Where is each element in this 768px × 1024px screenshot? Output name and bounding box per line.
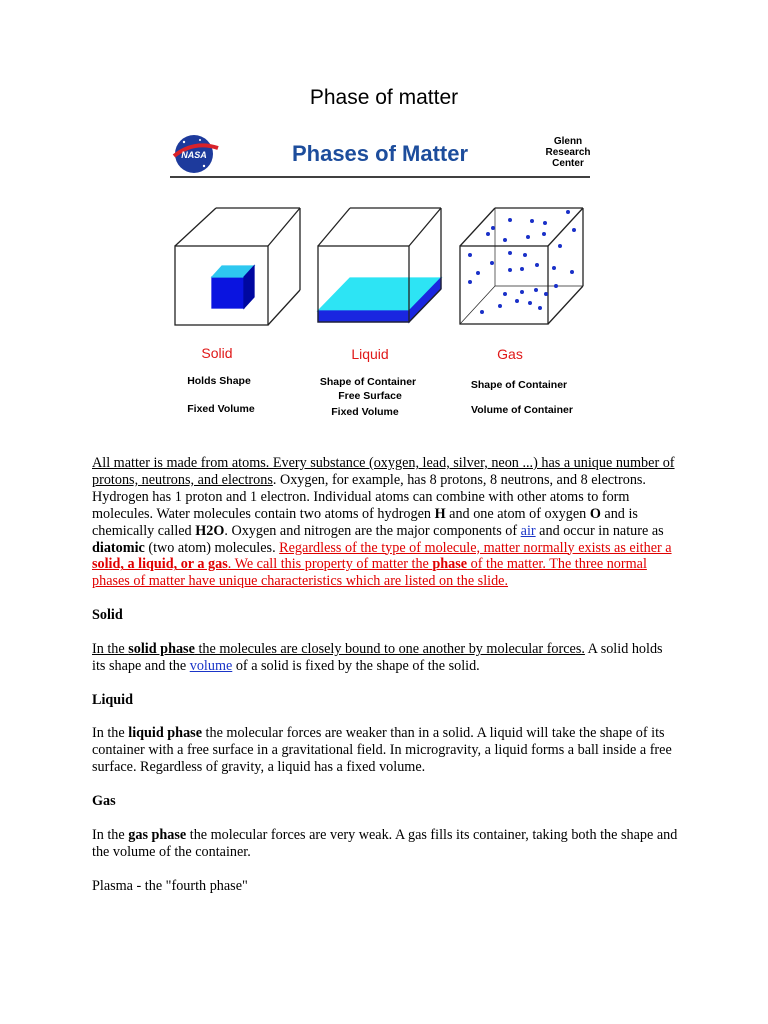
solid-prop-1: Holds Shape — [187, 375, 251, 387]
intro-text: (two atom) molecules. — [144, 539, 280, 556]
intro-red-text: of the matter. The three normal phases of matter have unique characteristics which are listed on the slide. — [92, 556, 647, 590]
liquid-cube — [318, 208, 441, 322]
figure-header: Phases of Matter — [291, 141, 469, 166]
volume-link[interactable]: volume — [189, 657, 233, 674]
solid-prop-2: Fixed Volume — [187, 403, 255, 415]
diatomic-term: diatomic — [92, 539, 145, 556]
intro-text: and one atom of oxygen — [445, 505, 590, 522]
liquid-prop-3: Fixed Volume — [331, 406, 399, 418]
liquid-label: Liquid — [351, 346, 389, 362]
gas-prop-2: Volume of Container — [471, 404, 573, 416]
air-link[interactable]: air — [520, 522, 536, 539]
intro-text: . Oxygen, for example, has 8 protons, 8 neutrons, and 8 electrons. Hydrogen has 1 proton and 1 electron. Individual atoms can combine with other atoms to form molecules. Water molecules contain two atoms of hydrogen — [92, 471, 646, 522]
article-body — [92, 455, 678, 894]
intro-paragraph — [92, 455, 678, 590]
glenn-line-2: Research — [545, 147, 591, 158]
glenn-line-1: Glenn — [553, 136, 583, 147]
hydrogen-symbol: H — [434, 505, 446, 522]
glenn-line-3: Center — [552, 158, 584, 169]
oxygen-symbol: O — [589, 505, 601, 522]
gas-prop-1: Shape of Container — [470, 379, 568, 391]
liquid-text: the molecular forces are weaker than in a solid. A liquid will take the shape of its container with a free surface in a gravitational field. In microgravity, a liquid forms a ball inside a free surface. Regardless of gravity, a liquid has a fixed volume. — [92, 725, 672, 776]
solid-heading: Solid — [92, 607, 123, 624]
intro-red-text: . We call this property of matter the — [227, 556, 433, 573]
liquid-text: In the — [92, 725, 129, 742]
intro-red-text: Regardless of the type of molecule, matter normally exists as either a — [279, 539, 672, 556]
solid-text: the molecules are closely bound to one another by molecular forces. — [194, 640, 585, 657]
gas-text: In the — [92, 826, 129, 843]
plasma-line: Plasma - the "fourth phase" — [92, 877, 248, 894]
gas-heading: Gas — [92, 793, 116, 810]
intro-red-bold: solid, a liquid, or a gas — [92, 556, 228, 573]
water-formula: H2O — [195, 522, 225, 539]
solid-phase-term: solid phase — [128, 640, 195, 657]
liquid-heading: Liquid — [92, 691, 134, 708]
intro-text: and is chemically called — [92, 505, 638, 539]
liquid-paragraph — [92, 725, 678, 776]
liquid-prop-2: Free Surface — [338, 390, 402, 402]
solid-text: In the — [92, 640, 129, 657]
gas-molecules — [468, 210, 576, 314]
gas-paragraph — [92, 827, 678, 861]
intro-text: . Oxygen and nitrogen are the major components of — [224, 522, 521, 539]
page-title: Phase of matter — [309, 86, 459, 109]
intro-underlined: All matter is made from atoms. Every substance (oxygen, lead, silver, neon ...) has a unique number of protons, neutrons, and electrons — [92, 455, 675, 488]
liquid-phase-term: liquid phase — [128, 725, 202, 742]
solid-label: Solid — [201, 345, 233, 361]
phases-of-matter-figure — [160, 122, 600, 438]
nasa-logo — [174, 135, 218, 173]
gas-text: the molecular forces are very weak. A gas fills its container, taking both the shape and the volume of the container. — [92, 826, 678, 860]
solid-cube — [175, 208, 300, 325]
solid-text: of a solid is fixed by the shape of the solid. — [232, 657, 480, 674]
liquid-prop-1: Shape of Container — [319, 376, 417, 388]
solid-text: A solid holds its shape and the — [92, 640, 663, 674]
gas-cube — [460, 208, 583, 324]
gas-phase-term: gas phase — [128, 826, 187, 843]
gas-label: Gas — [497, 346, 523, 362]
intro-text: and occur in nature as — [535, 522, 664, 539]
solid-paragraph — [92, 641, 678, 675]
phase-term: phase — [432, 556, 468, 573]
nasa-logo-text: NASA — [181, 150, 207, 160]
